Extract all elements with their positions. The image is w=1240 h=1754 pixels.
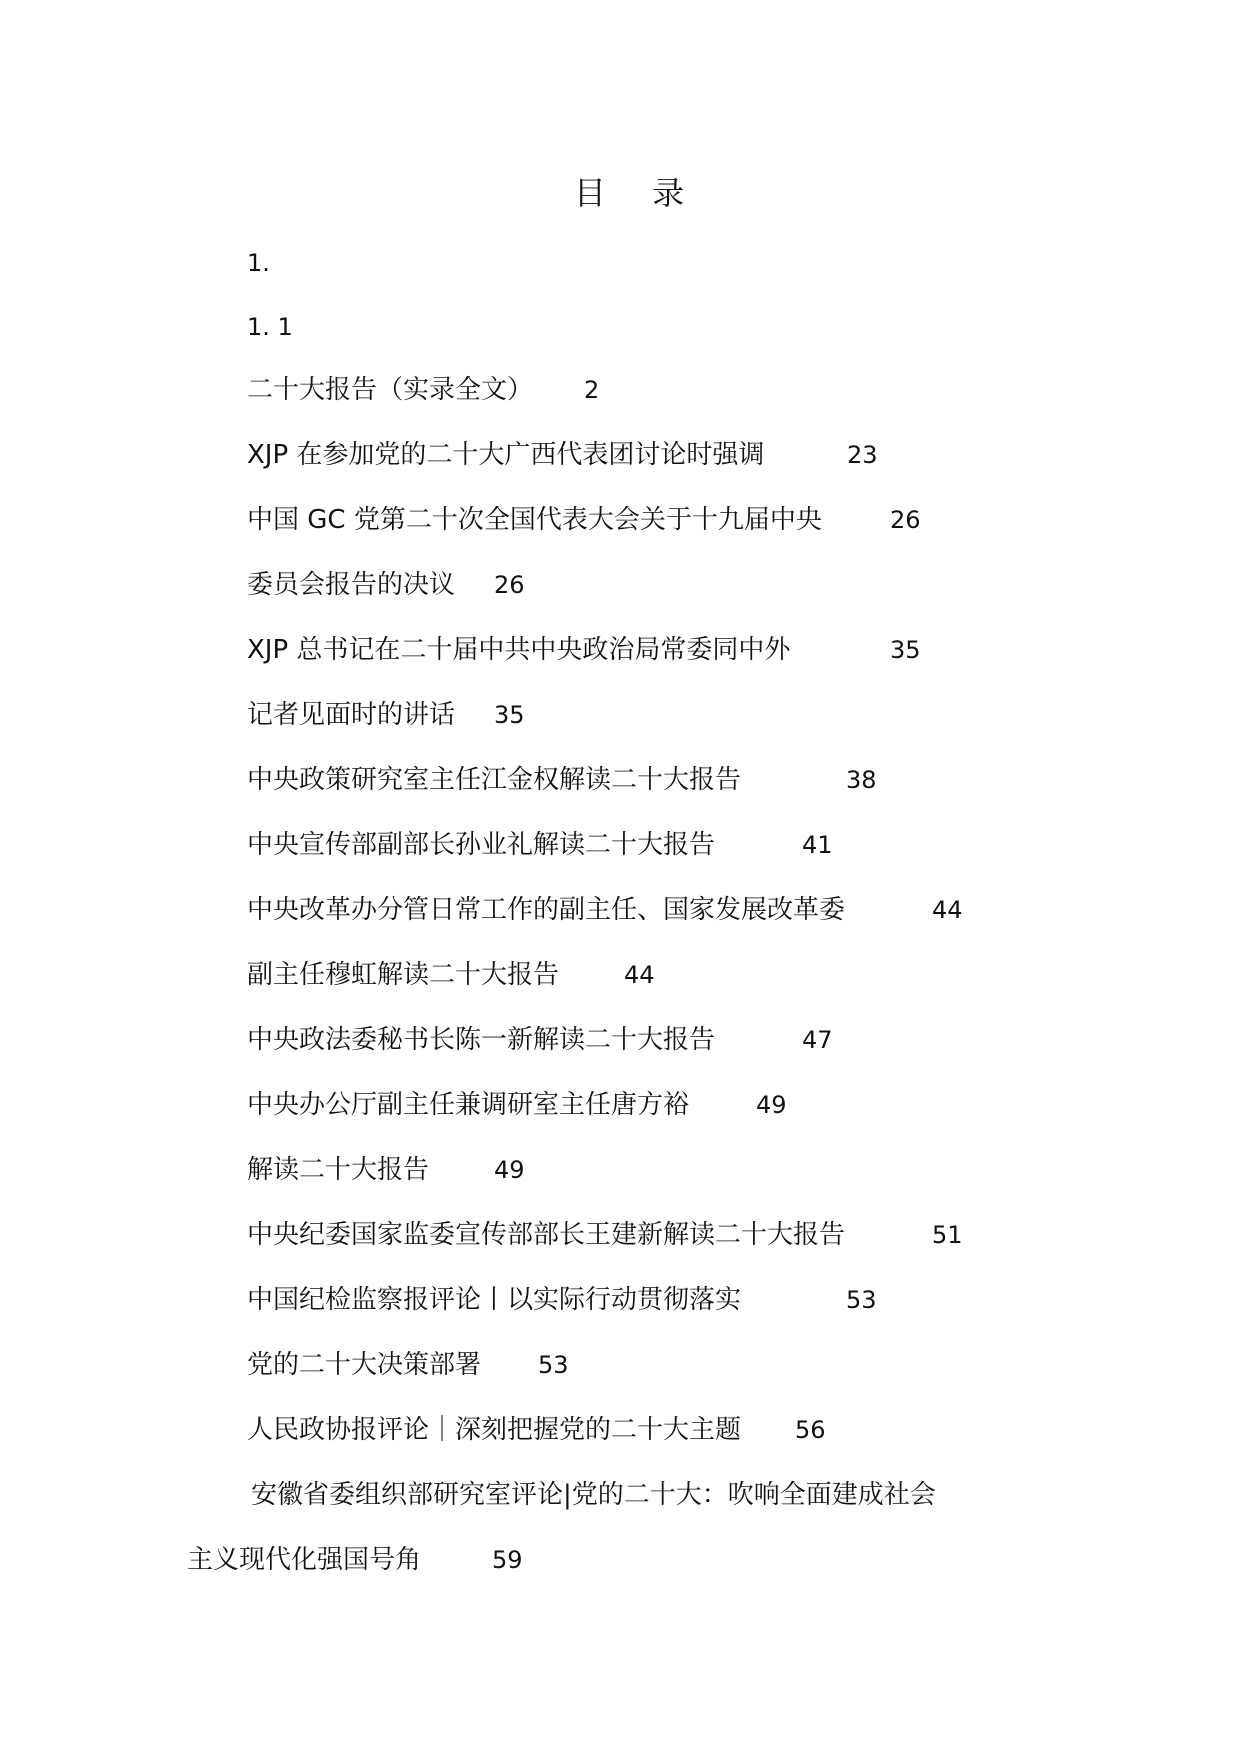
toc-entry[interactable] (247, 1020, 1147, 1060)
toc-entry-text: 记者见面时的讲话 (247, 700, 456, 730)
toc-entry-text: 1. 1 (247, 313, 293, 341)
toc-entry-text: 1. (247, 249, 270, 277)
toc-entry-text: 委员会报告的决议 (247, 570, 456, 600)
toc-entry-text: 安徽省委组织部研究室评论|党的二十大：吹响全面建成社会 (251, 1480, 936, 1510)
toc-page-number: 49 (756, 1091, 787, 1119)
toc-entry[interactable] (247, 955, 1147, 995)
toc-page-number: 56 (795, 1416, 826, 1444)
toc-entry-text: 中央改革办分管日常工作的副主任、国家发展改革委 (247, 895, 846, 925)
toc-entry-text: 人民政协报评论｜深刻把握党的二十大主题 (247, 1415, 742, 1445)
toc-entry[interactable] (247, 1410, 1147, 1450)
toc-entry[interactable] (247, 1215, 1147, 1255)
toc-entry[interactable] (251, 1475, 1151, 1515)
toc-entry-text: 中央纪委国家监委宣传部部长王建新解读二十大报告 (247, 1220, 846, 1250)
toc-page-number: 44 (932, 896, 963, 924)
toc-entry-text: XJP 在参加党的二十大广西代表团讨论时强调 (247, 440, 765, 470)
toc-page-number: 44 (624, 961, 655, 989)
toc-entry[interactable] (247, 825, 1147, 865)
toc-page-number: 23 (847, 441, 878, 469)
toc-page-number: 2 (584, 376, 600, 404)
toc-entry[interactable] (247, 1280, 1147, 1320)
toc-entry[interactable] (247, 435, 1147, 475)
toc-entry[interactable] (247, 760, 1147, 800)
toc-entry[interactable] (247, 890, 1147, 930)
toc-page-number: 59 (492, 1546, 523, 1574)
toc-entry[interactable] (247, 1085, 1147, 1125)
toc-page-number: 53 (846, 1286, 877, 1314)
toc-page-number: 38 (846, 766, 877, 794)
toc-entry-text: 二十大报告（实录全文） (247, 375, 534, 405)
toc-page-number: 49 (494, 1156, 525, 1184)
toc-entry[interactable] (247, 500, 1147, 540)
toc-entry-text: 中国 GC 党第二十次全国代表大会关于十九届中央 (247, 505, 822, 535)
toc-entry[interactable] (247, 630, 1147, 670)
toc-page-number: 47 (802, 1026, 833, 1054)
toc-entry[interactable] (247, 1150, 1147, 1190)
toc-entry-text: 党的二十大决策部署 (247, 1350, 482, 1380)
toc-entry-text: 中央办公厅副主任兼调研室主任唐方裕 (247, 1090, 690, 1120)
toc-entry-text: 中央宣传部副部长孙业礼解读二十大报告 (247, 830, 716, 860)
toc-entry-text: 中央政策研究室主任江金权解读二十大报告 (247, 765, 742, 795)
toc-entry-text: 中国纪检监察报评论丨以实际行动贯彻落实 (247, 1285, 742, 1315)
toc-page-number: 35 (494, 701, 525, 729)
toc-entry-text: 主义现代化强国号角 (187, 1545, 422, 1575)
toc-entry[interactable] (247, 695, 1147, 735)
toc-page-number: 26 (890, 506, 921, 534)
toc-page-number: 53 (538, 1351, 569, 1379)
toc-entry[interactable] (247, 307, 1147, 347)
toc-entry[interactable] (247, 565, 1147, 605)
toc-page-number: 51 (932, 1221, 963, 1249)
toc-entry[interactable] (187, 1540, 1087, 1580)
toc-entry[interactable] (247, 370, 1147, 410)
toc-page-number: 26 (494, 571, 525, 599)
toc-entry-text: 副主任穆虹解读二十大报告 (247, 960, 560, 990)
toc-entry[interactable] (247, 1345, 1147, 1385)
toc-page-number: 35 (890, 636, 921, 664)
toc-entry-text: 中央政法委秘书长陈一新解读二十大报告 (247, 1025, 716, 1055)
toc-entry-text: XJP 总书记在二十届中共中央政治局常委同中外 (247, 635, 791, 665)
toc-entry[interactable] (247, 243, 1147, 283)
toc-entry-text: 解读二十大报告 (247, 1155, 430, 1185)
toc-title: 目 录 (573, 174, 703, 212)
toc-page-number: 41 (802, 831, 833, 859)
